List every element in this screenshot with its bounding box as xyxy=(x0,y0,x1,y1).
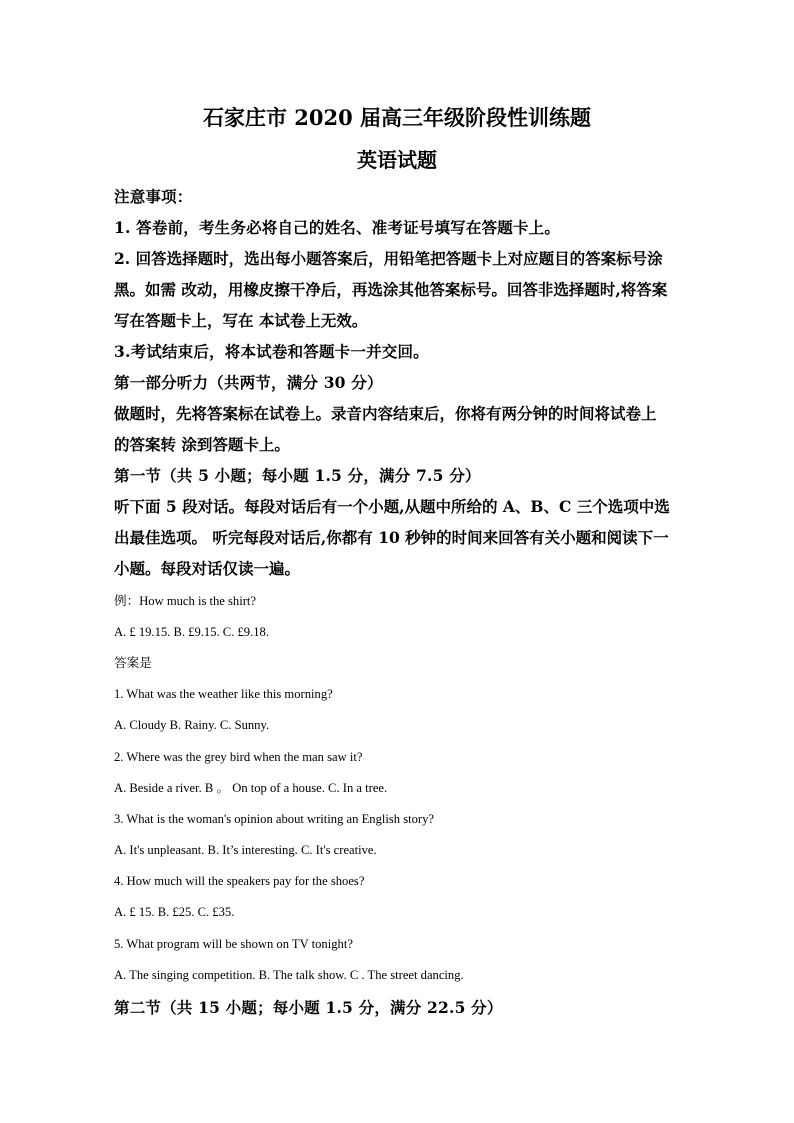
part1-instructions-line: 做题时，先将答案标在试卷上。录音内容结束后，你将有两分钟的时间将试卷上 xyxy=(114,404,657,423)
example-answer: 答案是 xyxy=(114,656,152,670)
question-5-options: A. The singing competition. B. The talk show. C . The street dancing. xyxy=(114,968,464,982)
part1-heading: 第一部分听力（共两节，满分 30 分） xyxy=(114,373,383,392)
question-3: 3. What is the woman's opinion about writing an English story? xyxy=(114,812,434,826)
notice-item-2 xyxy=(114,243,684,336)
notice-item-2-line: 2. 回答选择题时，选出每小题答案后，用铅笔把答题卡上对应题目的答案标号涂 xyxy=(114,249,663,268)
section1-heading: 第一节（共 5 小题；每小题 1.5 分，满分 7.5 分） xyxy=(114,466,481,485)
section2-heading: 第二节（共 15 小题；每小题 1.5 分，满分 22.5 分） xyxy=(114,998,503,1017)
question-1-options: A. Cloudy B. Rainy. C. Sunny. xyxy=(114,718,270,732)
notice-item-2-line: 黑。如需 改动，用橡皮擦干净后，再选涂其他答案标号。回答非选择题时,将答案 xyxy=(114,280,668,299)
notice-heading: 注意事项： xyxy=(114,187,193,206)
question-3-options: A. It's unpleasant. B. It’s interesting. C. It's creative. xyxy=(114,843,377,857)
question-1: 1. What was the weather like this morning? xyxy=(114,687,333,701)
notice-item-1: 1. 答卷前，考生务必将自己的姓名、准考证号填写在答题卡上。 xyxy=(114,218,561,237)
part1-instructions xyxy=(114,398,684,460)
question-2-options: A. Beside a river. B 。 On top of a house. C. In a tree. xyxy=(114,781,388,795)
question-2: 2. Where was the grey bird when the man saw it? xyxy=(114,750,363,764)
example-question: 例：How much is the shirt? xyxy=(114,594,257,608)
question-4: 4. How much will the speakers pay for the shoes? xyxy=(114,874,365,888)
exam-title: 石家庄市 2020 届高三年级阶段性训练题 xyxy=(202,105,592,130)
section1-instructions-line: 出最佳选项。 听完每段对话后,你都有 10 秒钟的时间来回答有关小题和阅读下一 xyxy=(114,528,669,547)
question-5: 5. What program will be shown on TV tonight? xyxy=(114,937,353,951)
part1-instructions-line: 的答案转 涂到答题卡上。 xyxy=(114,435,290,454)
notice-item-2-line: 写在答题卡上，写在 本试卷上无效。 xyxy=(114,311,368,330)
notice-item-3: 3.考试结束后，将本试卷和答题卡一并交回。 xyxy=(114,342,429,361)
section1-instructions-line: 小题。每段对话仅读一遍。 xyxy=(114,559,301,578)
example-options: A. £ 19.15. B. £9.15. C. £9.18. xyxy=(114,625,269,639)
exam-subtitle: 英语试题 xyxy=(357,148,437,172)
question-4-options: A. £ 15. B. £25. C. £35. xyxy=(114,905,235,919)
section1-instructions xyxy=(114,491,684,584)
section1-instructions-line: 听下面 5 段对话。每段对话后有一个小题,从题中所给的 A、B、C 三个选项中选 xyxy=(114,497,670,516)
